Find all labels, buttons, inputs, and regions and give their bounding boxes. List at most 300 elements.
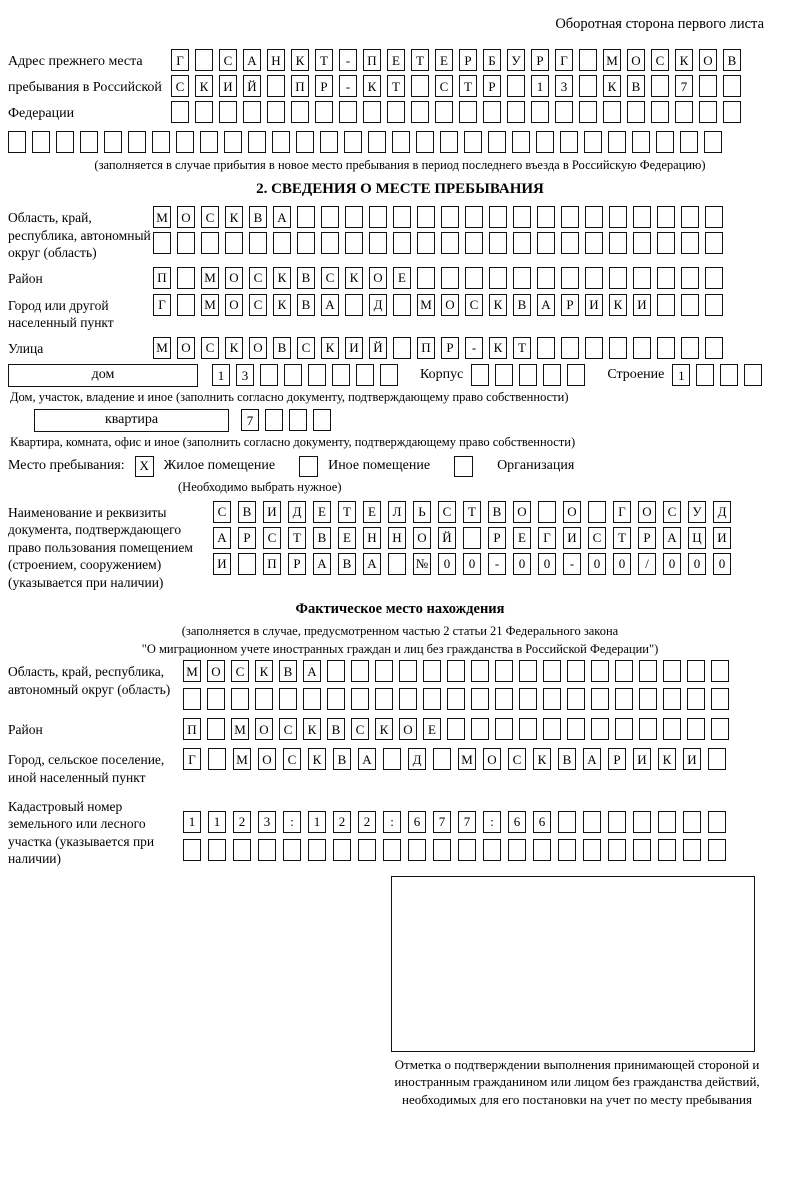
char-cell[interactable]	[267, 101, 285, 123]
char-cell[interactable]	[507, 101, 525, 123]
char-cell[interactable]	[177, 232, 195, 254]
char-cell[interactable]: 2	[233, 811, 251, 833]
char-cell[interactable]: Г	[555, 49, 573, 71]
char-cell[interactable]	[345, 232, 363, 254]
char-cell[interactable]: 6	[408, 811, 426, 833]
char-cell[interactable]	[471, 688, 489, 710]
char-cell[interactable]: М	[153, 206, 171, 228]
char-cell[interactable]: О	[563, 501, 581, 523]
char-cell[interactable]: Е	[423, 718, 441, 740]
char-cell[interactable]: О	[699, 49, 717, 71]
char-cell[interactable]	[303, 688, 321, 710]
char-cell[interactable]	[458, 839, 476, 861]
char-cell[interactable]	[393, 294, 411, 316]
char-cell[interactable]	[708, 839, 726, 861]
char-cell[interactable]: :	[283, 811, 301, 833]
char-cell[interactable]	[537, 206, 555, 228]
char-cell[interactable]	[561, 337, 579, 359]
char-cell[interactable]	[633, 232, 651, 254]
char-cell[interactable]: С	[219, 49, 237, 71]
char-cell[interactable]	[383, 748, 401, 770]
char-cell[interactable]	[681, 337, 699, 359]
char-cell[interactable]: Т	[613, 527, 631, 549]
char-cell[interactable]	[225, 232, 243, 254]
char-cell[interactable]: Н	[388, 527, 406, 549]
char-cell[interactable]	[489, 267, 507, 289]
stroenie-cells[interactable]	[672, 364, 762, 386]
char-cell[interactable]	[687, 688, 705, 710]
char-cell[interactable]: У	[507, 49, 525, 71]
char-cell[interactable]	[508, 839, 526, 861]
char-cell[interactable]	[588, 501, 606, 523]
char-cell[interactable]	[591, 660, 609, 682]
char-cell[interactable]: 3	[555, 75, 573, 97]
char-cell[interactable]	[388, 553, 406, 575]
char-cell[interactable]	[696, 364, 714, 386]
char-cell[interactable]	[284, 364, 302, 386]
char-cell[interactable]	[255, 688, 273, 710]
char-cell[interactable]	[435, 101, 453, 123]
prev-address-row-2[interactable]	[171, 75, 741, 97]
char-cell[interactable]: 2	[358, 811, 376, 833]
char-cell[interactable]	[423, 660, 441, 682]
char-cell[interactable]	[447, 688, 465, 710]
char-cell[interactable]: -	[339, 49, 357, 71]
char-cell[interactable]: В	[488, 501, 506, 523]
char-cell[interactable]	[609, 206, 627, 228]
char-cell[interactable]: -	[488, 553, 506, 575]
char-cell[interactable]: М	[233, 748, 251, 770]
char-cell[interactable]: Д	[369, 294, 387, 316]
char-cell[interactable]: Р	[441, 337, 459, 359]
char-cell[interactable]	[283, 839, 301, 861]
char-cell[interactable]	[416, 131, 434, 153]
char-cell[interactable]	[201, 232, 219, 254]
char-cell[interactable]: -	[563, 553, 581, 575]
char-cell[interactable]	[417, 232, 435, 254]
char-cell[interactable]: 1	[208, 811, 226, 833]
char-cell[interactable]	[297, 206, 315, 228]
char-cell[interactable]: С	[279, 718, 297, 740]
char-cell[interactable]: В	[333, 748, 351, 770]
char-cell[interactable]	[579, 75, 597, 97]
char-cell[interactable]	[321, 206, 339, 228]
char-cell[interactable]	[80, 131, 98, 153]
char-cell[interactable]	[543, 364, 561, 386]
char-cell[interactable]	[512, 131, 530, 153]
char-cell[interactable]	[375, 688, 393, 710]
char-cell[interactable]	[699, 101, 717, 123]
char-cell[interactable]: Р	[483, 75, 501, 97]
char-cell[interactable]	[308, 364, 326, 386]
char-cell[interactable]	[633, 206, 651, 228]
checkbox-other-premises[interactable]	[299, 456, 318, 477]
char-cell[interactable]: 3	[258, 811, 276, 833]
char-cell[interactable]	[433, 748, 451, 770]
char-cell[interactable]	[537, 337, 555, 359]
char-cell[interactable]	[153, 232, 171, 254]
actual-region-row-1[interactable]	[183, 660, 729, 682]
char-cell[interactable]: О	[627, 49, 645, 71]
char-cell[interactable]: Т	[315, 49, 333, 71]
char-cell[interactable]: О	[207, 660, 225, 682]
region-row-2[interactable]	[153, 232, 723, 254]
char-cell[interactable]: О	[258, 748, 276, 770]
char-cell[interactable]: В	[627, 75, 645, 97]
char-cell[interactable]: Е	[393, 267, 411, 289]
char-cell[interactable]: А	[313, 553, 331, 575]
char-cell[interactable]: М	[153, 337, 171, 359]
char-cell[interactable]: -	[339, 75, 357, 97]
char-cell[interactable]	[339, 101, 357, 123]
prev-address-row-1[interactable]	[171, 49, 741, 71]
char-cell[interactable]	[657, 206, 675, 228]
char-cell[interactable]: 1	[183, 811, 201, 833]
cadastre-row-1[interactable]	[183, 811, 726, 833]
prev-address-row-4[interactable]	[8, 131, 792, 153]
char-cell[interactable]	[488, 131, 506, 153]
char-cell[interactable]	[658, 839, 676, 861]
char-cell[interactable]: С	[213, 501, 231, 523]
char-cell[interactable]: И	[683, 748, 701, 770]
char-cell[interactable]: Г	[171, 49, 189, 71]
char-cell[interactable]	[699, 75, 717, 97]
document-row-1[interactable]	[213, 501, 731, 523]
char-cell[interactable]	[8, 131, 26, 153]
char-cell[interactable]: О	[399, 718, 417, 740]
char-cell[interactable]: 6	[533, 811, 551, 833]
char-cell[interactable]: П	[291, 75, 309, 97]
char-cell[interactable]	[495, 364, 513, 386]
char-cell[interactable]	[705, 206, 723, 228]
char-cell[interactable]	[608, 131, 626, 153]
char-cell[interactable]	[585, 337, 603, 359]
char-cell[interactable]	[651, 75, 669, 97]
char-cell[interactable]: 0	[513, 553, 531, 575]
char-cell[interactable]	[663, 660, 681, 682]
char-cell[interactable]: Е	[363, 501, 381, 523]
char-cell[interactable]	[351, 688, 369, 710]
char-cell[interactable]: Р	[315, 75, 333, 97]
char-cell[interactable]	[183, 688, 201, 710]
char-cell[interactable]	[291, 101, 309, 123]
char-cell[interactable]	[345, 206, 363, 228]
char-cell[interactable]	[231, 688, 249, 710]
char-cell[interactable]	[411, 101, 429, 123]
char-cell[interactable]: В	[327, 718, 345, 740]
char-cell[interactable]	[327, 688, 345, 710]
document-row-3[interactable]	[213, 553, 731, 575]
char-cell[interactable]: А	[537, 294, 555, 316]
char-cell[interactable]	[483, 101, 501, 123]
prev-address-row-3[interactable]	[171, 101, 741, 123]
char-cell[interactable]	[723, 75, 741, 97]
char-cell[interactable]: 1	[531, 75, 549, 97]
char-cell[interactable]	[399, 660, 417, 682]
char-cell[interactable]: К	[225, 206, 243, 228]
char-cell[interactable]: С	[283, 748, 301, 770]
char-cell[interactable]: Т	[463, 501, 481, 523]
char-cell[interactable]	[615, 660, 633, 682]
char-cell[interactable]	[345, 294, 363, 316]
char-cell[interactable]	[585, 267, 603, 289]
char-cell[interactable]	[333, 839, 351, 861]
char-cell[interactable]: /	[638, 553, 656, 575]
char-cell[interactable]: В	[279, 660, 297, 682]
char-cell[interactable]	[723, 101, 741, 123]
char-cell[interactable]	[56, 131, 74, 153]
char-cell[interactable]: 0	[688, 553, 706, 575]
char-cell[interactable]	[543, 718, 561, 740]
char-cell[interactable]: Р	[531, 49, 549, 71]
char-cell[interactable]	[207, 688, 225, 710]
char-cell[interactable]	[531, 101, 549, 123]
char-cell[interactable]	[368, 131, 386, 153]
char-cell[interactable]	[519, 718, 537, 740]
char-cell[interactable]	[558, 811, 576, 833]
char-cell[interactable]	[32, 131, 50, 153]
char-cell[interactable]: 6	[508, 811, 526, 833]
street-row[interactable]	[153, 337, 723, 359]
char-cell[interactable]: О	[413, 527, 431, 549]
char-cell[interactable]	[632, 131, 650, 153]
char-cell[interactable]: С	[663, 501, 681, 523]
char-cell[interactable]: М	[603, 49, 621, 71]
char-cell[interactable]: С	[263, 527, 281, 549]
char-cell[interactable]: Г	[153, 294, 171, 316]
house-cells[interactable]	[212, 364, 398, 386]
char-cell[interactable]: И	[345, 337, 363, 359]
char-cell[interactable]	[658, 811, 676, 833]
char-cell[interactable]	[441, 206, 459, 228]
char-cell[interactable]	[327, 660, 345, 682]
char-cell[interactable]	[683, 839, 701, 861]
char-cell[interactable]	[392, 131, 410, 153]
checkbox-organization[interactable]	[454, 456, 473, 477]
char-cell[interactable]: С	[435, 75, 453, 97]
char-cell[interactable]	[711, 660, 729, 682]
char-cell[interactable]	[465, 267, 483, 289]
char-cell[interactable]: С	[201, 206, 219, 228]
char-cell[interactable]: К	[375, 718, 393, 740]
actual-region-row-2[interactable]	[183, 688, 729, 710]
char-cell[interactable]	[447, 660, 465, 682]
char-cell[interactable]	[603, 101, 621, 123]
char-cell[interactable]	[152, 131, 170, 153]
char-cell[interactable]: Е	[513, 527, 531, 549]
char-cell[interactable]: У	[688, 501, 706, 523]
char-cell[interactable]	[720, 364, 738, 386]
char-cell[interactable]: 1	[212, 364, 230, 386]
char-cell[interactable]	[608, 839, 626, 861]
char-cell[interactable]: А	[358, 748, 376, 770]
char-cell[interactable]	[513, 267, 531, 289]
char-cell[interactable]	[633, 811, 651, 833]
char-cell[interactable]	[471, 364, 489, 386]
char-cell[interactable]: 2	[333, 811, 351, 833]
char-cell[interactable]: Г	[538, 527, 556, 549]
char-cell[interactable]	[675, 101, 693, 123]
char-cell[interactable]	[558, 839, 576, 861]
char-cell[interactable]	[238, 553, 256, 575]
char-cell[interactable]	[176, 131, 194, 153]
char-cell[interactable]	[704, 131, 722, 153]
char-cell[interactable]: К	[273, 267, 291, 289]
apartment-box[interactable]: квартира	[34, 409, 229, 432]
char-cell[interactable]: И	[213, 553, 231, 575]
char-cell[interactable]	[399, 688, 417, 710]
char-cell[interactable]	[233, 839, 251, 861]
char-cell[interactable]: К	[225, 337, 243, 359]
char-cell[interactable]	[183, 839, 201, 861]
char-cell[interactable]: К	[675, 49, 693, 71]
char-cell[interactable]: Д	[288, 501, 306, 523]
char-cell[interactable]: Л	[388, 501, 406, 523]
char-cell[interactable]: С	[351, 718, 369, 740]
char-cell[interactable]: Ц	[688, 527, 706, 549]
char-cell[interactable]: 0	[538, 553, 556, 575]
char-cell[interactable]	[320, 131, 338, 153]
char-cell[interactable]	[208, 748, 226, 770]
char-cell[interactable]: :	[483, 811, 501, 833]
char-cell[interactable]	[393, 232, 411, 254]
char-cell[interactable]	[633, 267, 651, 289]
char-cell[interactable]: К	[658, 748, 676, 770]
char-cell[interactable]	[441, 267, 459, 289]
char-cell[interactable]: С	[651, 49, 669, 71]
char-cell[interactable]: 0	[588, 553, 606, 575]
char-cell[interactable]: Р	[638, 527, 656, 549]
char-cell[interactable]	[681, 206, 699, 228]
char-cell[interactable]	[656, 131, 674, 153]
char-cell[interactable]: С	[438, 501, 456, 523]
char-cell[interactable]: А	[663, 527, 681, 549]
house-box[interactable]: дом	[8, 364, 198, 387]
char-cell[interactable]	[471, 718, 489, 740]
char-cell[interactable]	[315, 101, 333, 123]
char-cell[interactable]: И	[263, 501, 281, 523]
char-cell[interactable]	[267, 75, 285, 97]
char-cell[interactable]	[680, 131, 698, 153]
char-cell[interactable]: П	[263, 553, 281, 575]
char-cell[interactable]	[560, 131, 578, 153]
char-cell[interactable]	[633, 337, 651, 359]
char-cell[interactable]: 1	[308, 811, 326, 833]
char-cell[interactable]	[417, 267, 435, 289]
char-cell[interactable]: И	[219, 75, 237, 97]
region-row-1[interactable]	[153, 206, 723, 228]
char-cell[interactable]: В	[273, 337, 291, 359]
char-cell[interactable]: О	[225, 267, 243, 289]
char-cell[interactable]	[393, 206, 411, 228]
char-cell[interactable]: С	[201, 337, 219, 359]
char-cell[interactable]	[591, 718, 609, 740]
char-cell[interactable]	[279, 688, 297, 710]
char-cell[interactable]	[383, 839, 401, 861]
char-cell[interactable]	[495, 718, 513, 740]
char-cell[interactable]	[579, 101, 597, 123]
char-cell[interactable]	[177, 294, 195, 316]
char-cell[interactable]: Т	[411, 49, 429, 71]
char-cell[interactable]: О	[177, 206, 195, 228]
char-cell[interactable]: О	[177, 337, 195, 359]
char-cell[interactable]	[200, 131, 218, 153]
char-cell[interactable]	[639, 688, 657, 710]
char-cell[interactable]: Б	[483, 49, 501, 71]
checkbox-residential[interactable]: X	[135, 456, 154, 477]
char-cell[interactable]: Й	[438, 527, 456, 549]
char-cell[interactable]	[744, 364, 762, 386]
char-cell[interactable]	[224, 131, 242, 153]
document-row-2[interactable]	[213, 527, 731, 549]
city-row[interactable]	[153, 294, 723, 316]
char-cell[interactable]	[705, 294, 723, 316]
char-cell[interactable]: 7	[458, 811, 476, 833]
char-cell[interactable]	[358, 839, 376, 861]
char-cell[interactable]: Т	[387, 75, 405, 97]
char-cell[interactable]	[708, 811, 726, 833]
char-cell[interactable]	[260, 364, 278, 386]
char-cell[interactable]: Р	[238, 527, 256, 549]
char-cell[interactable]	[561, 206, 579, 228]
char-cell[interactable]	[387, 101, 405, 123]
char-cell[interactable]: Г	[183, 748, 201, 770]
char-cell[interactable]	[273, 232, 291, 254]
char-cell[interactable]: В	[249, 206, 267, 228]
char-cell[interactable]: №	[413, 553, 431, 575]
char-cell[interactable]	[313, 409, 331, 431]
char-cell[interactable]	[639, 718, 657, 740]
char-cell[interactable]: И	[633, 294, 651, 316]
char-cell[interactable]: 0	[463, 553, 481, 575]
char-cell[interactable]	[687, 660, 705, 682]
char-cell[interactable]: К	[255, 660, 273, 682]
char-cell[interactable]: И	[633, 748, 651, 770]
char-cell[interactable]	[608, 811, 626, 833]
char-cell[interactable]	[296, 131, 314, 153]
char-cell[interactable]	[585, 206, 603, 228]
char-cell[interactable]: А	[363, 553, 381, 575]
char-cell[interactable]: О	[483, 748, 501, 770]
char-cell[interactable]	[375, 660, 393, 682]
char-cell[interactable]	[495, 660, 513, 682]
apartment-cells[interactable]	[241, 409, 331, 431]
char-cell[interactable]	[471, 660, 489, 682]
char-cell[interactable]	[579, 49, 597, 71]
char-cell[interactable]	[344, 131, 362, 153]
char-cell[interactable]: Е	[387, 49, 405, 71]
char-cell[interactable]: Р	[488, 527, 506, 549]
char-cell[interactable]: Е	[313, 501, 331, 523]
char-cell[interactable]: Т	[338, 501, 356, 523]
char-cell[interactable]	[440, 131, 458, 153]
char-cell[interactable]	[513, 206, 531, 228]
char-cell[interactable]	[651, 101, 669, 123]
char-cell[interactable]: Ь	[413, 501, 431, 523]
char-cell[interactable]	[441, 232, 459, 254]
char-cell[interactable]: М	[201, 267, 219, 289]
char-cell[interactable]	[585, 232, 603, 254]
char-cell[interactable]	[356, 364, 374, 386]
char-cell[interactable]: 0	[613, 553, 631, 575]
char-cell[interactable]	[609, 337, 627, 359]
char-cell[interactable]	[207, 718, 225, 740]
char-cell[interactable]: :	[383, 811, 401, 833]
char-cell[interactable]: К	[533, 748, 551, 770]
char-cell[interactable]: В	[338, 553, 356, 575]
char-cell[interactable]	[567, 364, 585, 386]
char-cell[interactable]: В	[297, 267, 315, 289]
